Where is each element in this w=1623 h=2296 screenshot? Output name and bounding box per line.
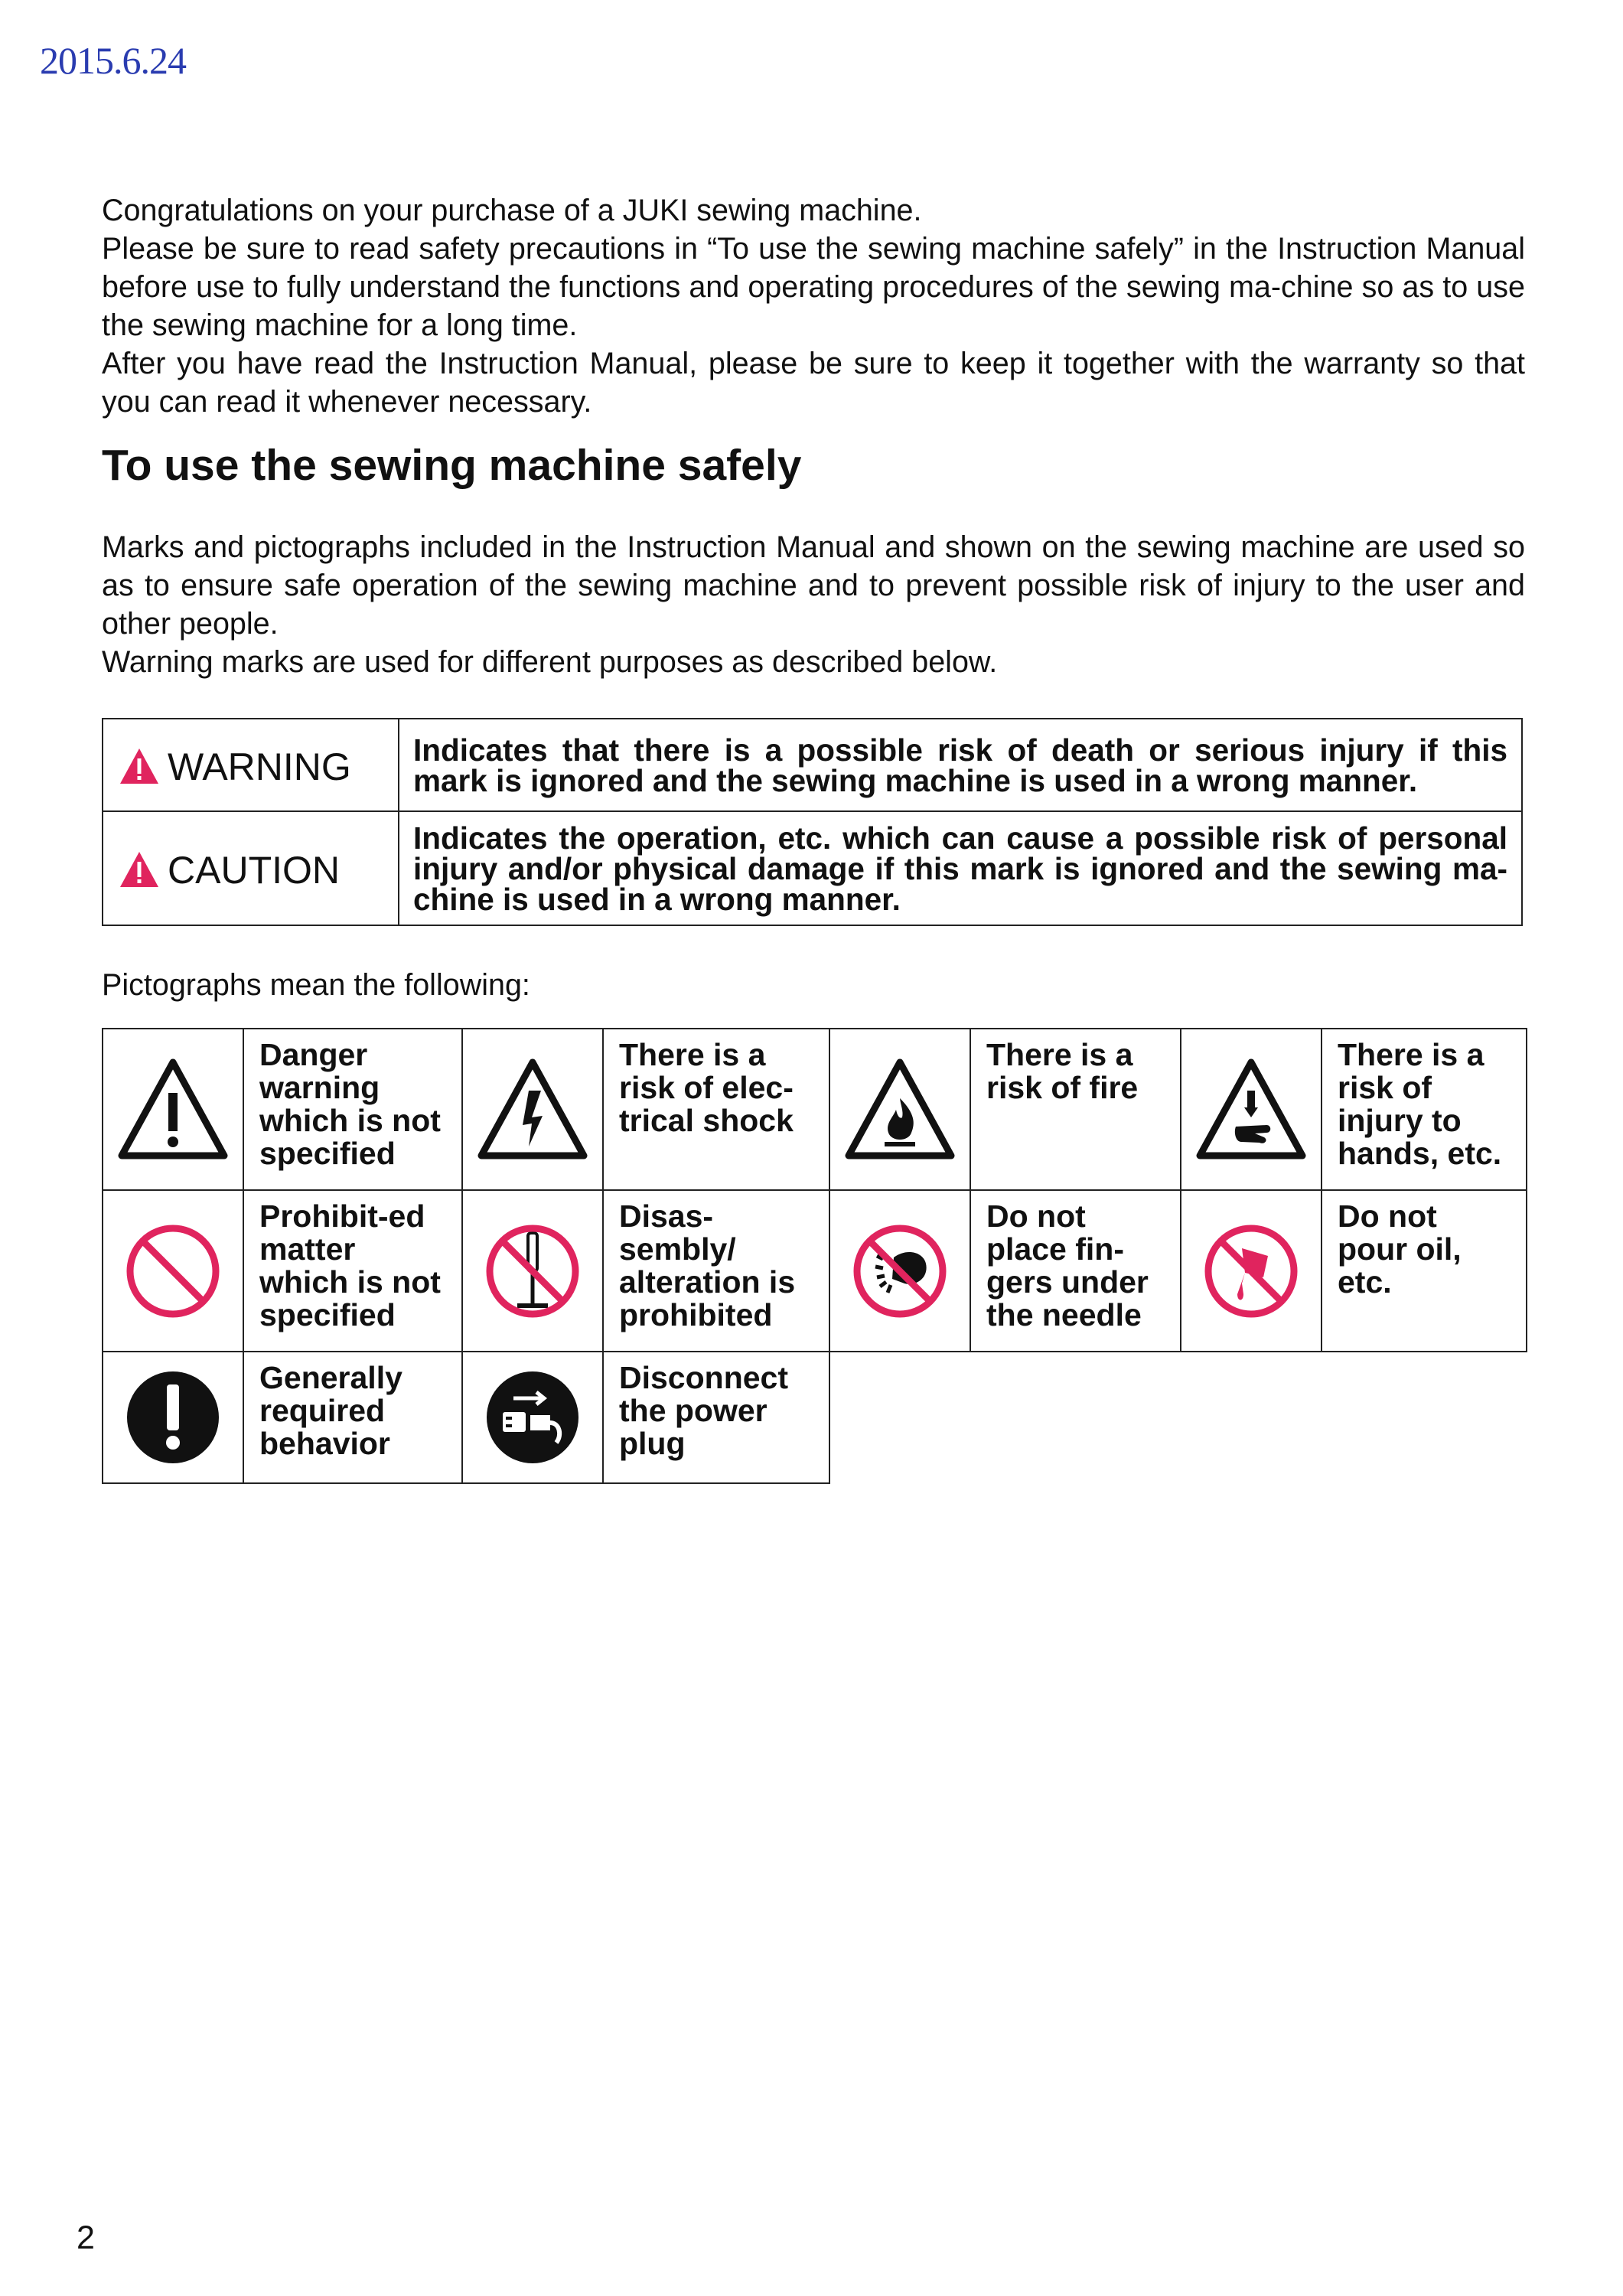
caution-label: CAUTION — [168, 848, 340, 892]
pictograph-icon-cell — [829, 1190, 970, 1352]
pictograph-label: Disconnect the power plug — [603, 1352, 829, 1483]
unplug-icon — [483, 1368, 582, 1467]
pictograph-icon-cell — [103, 1029, 243, 1190]
pictograph-icon-cell — [462, 1029, 603, 1190]
no-fingers-under-needle-icon — [846, 1218, 953, 1325]
warning-label-cell — [103, 719, 399, 811]
warning-label: WARNING — [168, 745, 351, 788]
caution-row — [103, 811, 1522, 925]
caution-label-cell — [103, 811, 399, 925]
pictograph-icon-cell — [1181, 1190, 1322, 1352]
pictograph-icon-cell — [103, 1190, 243, 1352]
pictograph-row — [103, 1352, 1527, 1483]
empty-cell — [829, 1352, 1527, 1483]
no-disassembly-icon — [479, 1218, 586, 1325]
pictograph-icon-cell — [1181, 1029, 1322, 1190]
danger-warning-icon — [116, 1056, 230, 1163]
pictograph-icon-cell — [829, 1029, 970, 1190]
fire-risk-icon — [842, 1056, 957, 1163]
pictograph-label: Disas-sembly/ alteration is prohibited — [603, 1190, 829, 1352]
warning-description: Indicates that there is a possible risk of death or serious injury if this mark is ignored and the sewing machine is used in a wrong manner. — [399, 719, 1522, 811]
warning-triangle-icon — [119, 850, 160, 889]
pictograph-row — [103, 1029, 1527, 1190]
pictograph-label: Prohibit-ed matter which is not specified — [243, 1190, 462, 1352]
pictograph-icon-cell — [462, 1190, 603, 1352]
pictograph-row — [103, 1190, 1527, 1352]
pictograph-icon-cell — [462, 1352, 603, 1483]
no-oil-pour-icon — [1198, 1218, 1305, 1325]
electric-shock-icon — [475, 1056, 590, 1163]
marks-intro — [102, 528, 1525, 681]
page-number: 2 — [77, 2219, 95, 2256]
pictograph-label: There is a risk of injury to hands, etc. — [1322, 1029, 1527, 1190]
warning-row — [103, 719, 1522, 811]
caution-description: Indicates the operation, etc. which can cause a possible risk of personal injury and/or physical damage if this mark is ignored and the sewing ma-chine is used in a wrong manner. — [399, 811, 1522, 925]
intro-text — [102, 191, 1525, 421]
pictographs-intro: Pictographs mean the following: — [102, 968, 530, 1002]
pictograph-label: There is a risk of fire — [970, 1029, 1181, 1190]
marks-paragraph: Warning marks are used for different purposes as described below. — [102, 645, 998, 679]
date-stamp: 2015.6.24 — [40, 39, 186, 82]
intro-paragraph: After you have read the Instruction Manual, please be sure to keep it together with the warranty so that you can read it whenever necessary. — [102, 347, 1525, 419]
pictograph-label: Do not pour oil, etc. — [1322, 1190, 1527, 1352]
marks-paragraph: Marks and pictographs included in the Instruction Manual and shown on the sewing machine are used so as to ensure safe operation of the sewing machine and to prevent possible risk of injury to the user and other people. — [102, 530, 1525, 641]
section-title: To use the sewing machine safely — [102, 441, 802, 490]
pictograph-label: Generally required behavior — [243, 1352, 462, 1483]
hand-injury-icon — [1194, 1056, 1309, 1163]
pictograph-icon-cell — [103, 1352, 243, 1483]
warning-triangle-icon — [119, 747, 160, 785]
required-behavior-icon — [123, 1368, 223, 1467]
intro-paragraph: Please be sure to read safety precautions in “To use the sewing machine safely” in the Instruction Manual before use to fully understand the functions and operating procedures of the sewing ma-chine so as to use the sewing machine for a long time. — [102, 232, 1525, 342]
pictographs-table — [102, 1028, 1527, 1484]
intro-paragraph: Congratulations on your purchase of a JUKI sewing machine. — [102, 194, 922, 227]
warning-marks-table — [102, 718, 1523, 926]
pictograph-label: Do not place fin-gers under the needle — [970, 1190, 1181, 1352]
prohibited-icon — [119, 1218, 227, 1325]
pictograph-label: There is a risk of elec-trical shock — [603, 1029, 829, 1190]
pictograph-label: Danger warning which is not specified — [243, 1029, 462, 1190]
